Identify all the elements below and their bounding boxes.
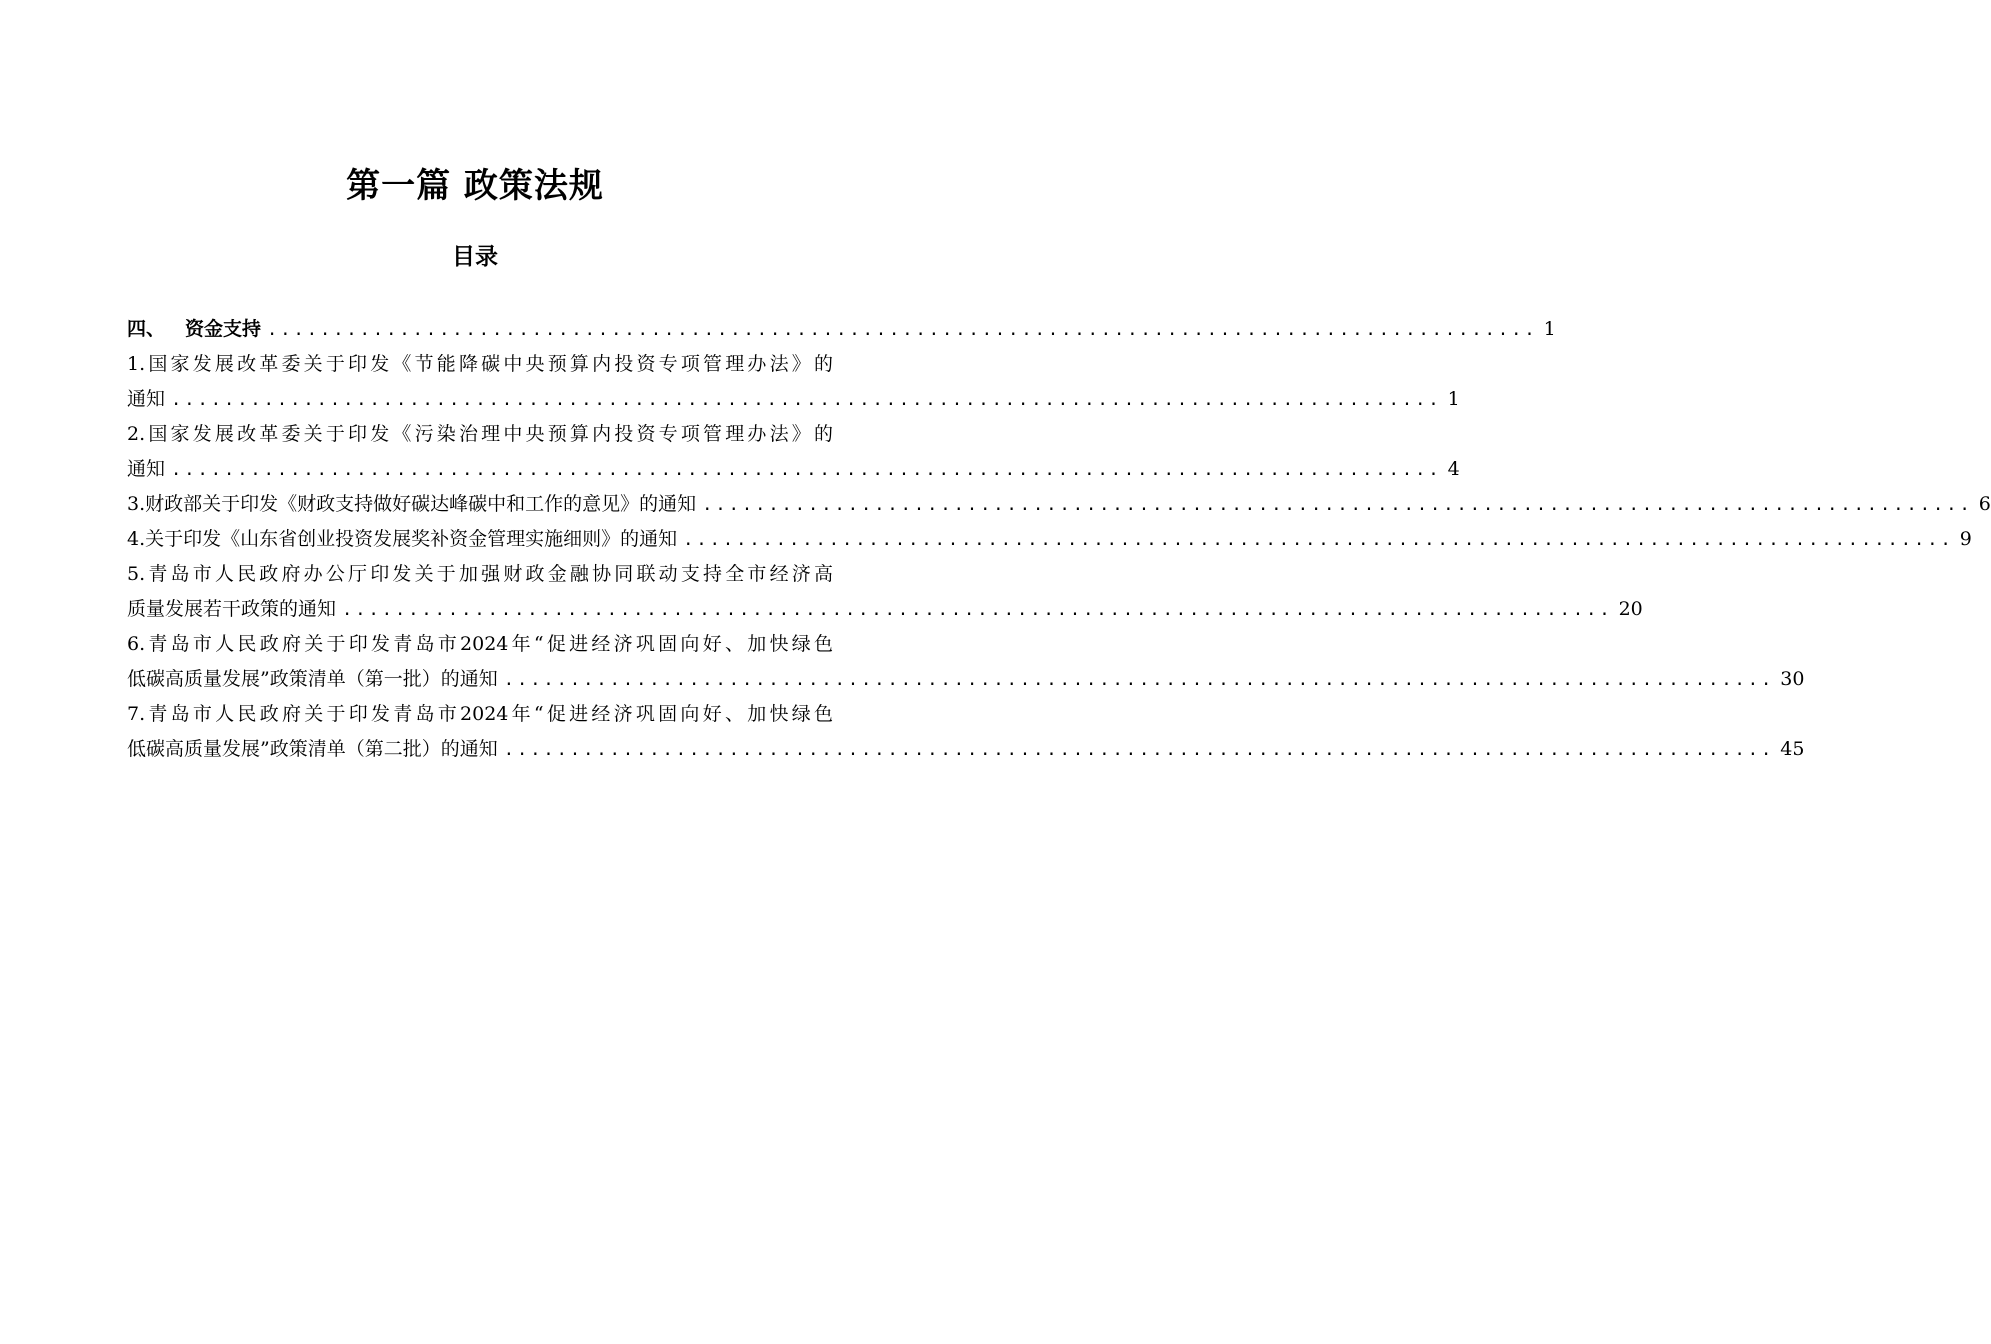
toc-leader-dots: ................................................................................................: [683, 530, 1954, 550]
toc-entry-5-line1[interactable]: [127, 557, 833, 592]
toc-entry-3[interactable]: [127, 487, 1991, 522]
toc-page-number: 20: [1618, 598, 1643, 620]
toc-entry-text: 1.国家发展改革委关于印发《节能降碳中央预算内投资专项管理办法》的: [127, 353, 833, 375]
toc-entry-text: 7.青岛市人民政府关于印发青岛市2024年“促进经济巩固向好、加快绿色: [127, 703, 833, 725]
toc-page-number: 45: [1780, 738, 1805, 760]
toc-page-number: 6: [1978, 493, 1991, 515]
toc-leader-dots: ................................................................................................: [342, 600, 1613, 620]
toc-page-number: 9: [1959, 528, 1972, 550]
toc-leader-dots: ................................................................................................: [171, 390, 1442, 410]
toc-title: 目录: [452, 244, 498, 270]
toc-leader-dots: ................................................................................................: [171, 460, 1442, 480]
toc-entry-1-line1[interactable]: [127, 347, 833, 382]
toc-entry-text: 4.关于印发《山东省创业投资发展奖补资金管理实施细则》的通知: [127, 528, 678, 550]
toc-leader-dots: ................................................................................................: [702, 495, 1973, 515]
toc-page-number: 30: [1780, 668, 1805, 690]
toc-heading[interactable]: [127, 312, 1556, 347]
toc-entry-text: 6.青岛市人民政府关于印发青岛市2024年“促进经济巩固向好、加快绿色: [127, 633, 833, 655]
toc-entry-text: 低碳高质量发展”政策清单（第一批）的通知: [127, 668, 498, 690]
toc-page-number: 1: [1447, 388, 1460, 410]
toc-entry-5-line2[interactable]: [127, 592, 1643, 627]
toc-heading-number: 四、: [127, 318, 166, 340]
toc-entry-text: 通知: [127, 458, 166, 480]
toc-entry-2-line1[interactable]: [127, 417, 833, 452]
toc-entry-text: 5.青岛市人民政府办公厅印发关于加强财政金融协同联动支持全市经济高: [127, 563, 833, 585]
toc-entry-1-line2[interactable]: [127, 382, 1460, 417]
toc-leader-dots: ................................................................................................: [503, 670, 1775, 690]
toc-leader-dots: ................................................................................................: [267, 320, 1538, 340]
toc-entry-text: 2.国家发展改革委关于印发《污染治理中央预算内投资专项管理办法》的: [127, 423, 833, 445]
toc-entry-6-line1[interactable]: [127, 627, 833, 662]
table-of-contents: [127, 312, 1991, 767]
toc-entry-7-line2[interactable]: [127, 732, 1805, 767]
toc-entry-text: 3.财政部关于印发《财政支持做好碳达峰碳中和工作的意见》的通知: [127, 493, 697, 515]
toc-page-number: 1: [1543, 318, 1556, 340]
toc-heading-label: 资金支持: [185, 318, 262, 340]
toc-entry-text: 通知: [127, 388, 166, 410]
toc-entry-4[interactable]: [127, 522, 1972, 557]
toc-entry-text: 质量发展若干政策的通知: [127, 598, 337, 620]
toc-entry-6-line2[interactable]: [127, 662, 1805, 697]
toc-page-number: 4: [1447, 458, 1460, 480]
toc-entry-7-line1[interactable]: [127, 697, 833, 732]
toc-entry-text: 低碳高质量发展”政策清单（第二批）的通知: [127, 738, 498, 760]
part-title: 第一篇 政策法规: [346, 166, 604, 206]
toc-leader-dots: ................................................................................................: [503, 740, 1775, 760]
toc-entry-2-line2[interactable]: [127, 452, 1460, 487]
